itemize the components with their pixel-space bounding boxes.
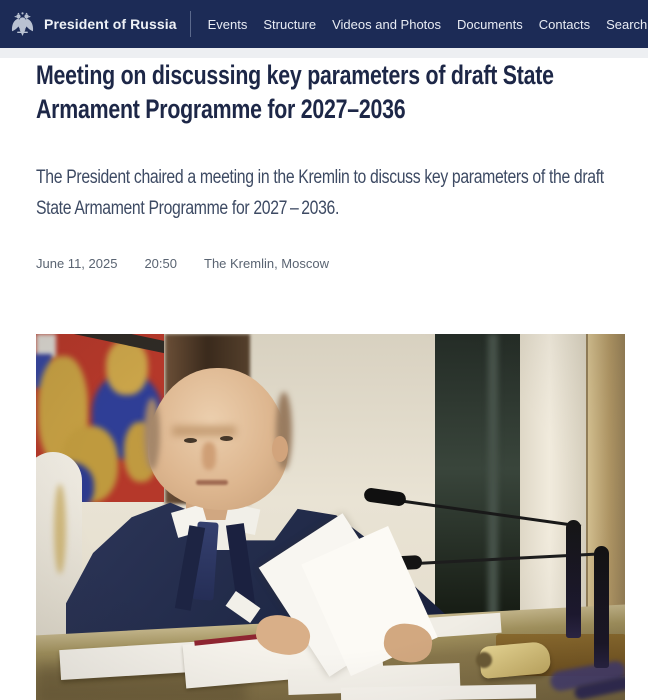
nav-item-contacts[interactable]: Contacts <box>538 16 591 32</box>
article-location: The Kremlin, Moscow <box>204 256 329 271</box>
article-lead: The President chaired a meeting in the Kremlin to discuss key parameters of the draft State Armament Programme for 2027 – 2036. <box>36 167 604 219</box>
site-header <box>0 0 648 48</box>
home-link[interactable] <box>9 11 36 38</box>
nav-item-videos-and-photos[interactable]: Videos and Photos <box>332 16 442 32</box>
nav-item-search[interactable]: Search <box>606 16 648 32</box>
article-time: 20:50 <box>144 256 177 271</box>
article-date: June 11, 2025 <box>36 256 118 271</box>
photo-vignette <box>36 334 625 700</box>
site-brand[interactable]: President of Russia <box>44 16 177 32</box>
header-divider <box>190 11 191 37</box>
nav-item-documents[interactable]: Documents <box>457 16 523 32</box>
article-meta <box>36 256 329 271</box>
nav-item-events[interactable]: Events <box>207 16 248 32</box>
article-photo[interactable] <box>36 334 625 700</box>
main-nav <box>208 17 648 32</box>
nav-item-structure[interactable]: Structure <box>263 16 317 32</box>
header-bottom-band <box>0 48 648 58</box>
article-title: Meeting on discussing key parameters of draft State Armament Programme for 2027–2036 <box>36 60 554 124</box>
coat-of-arms-icon <box>9 11 36 38</box>
